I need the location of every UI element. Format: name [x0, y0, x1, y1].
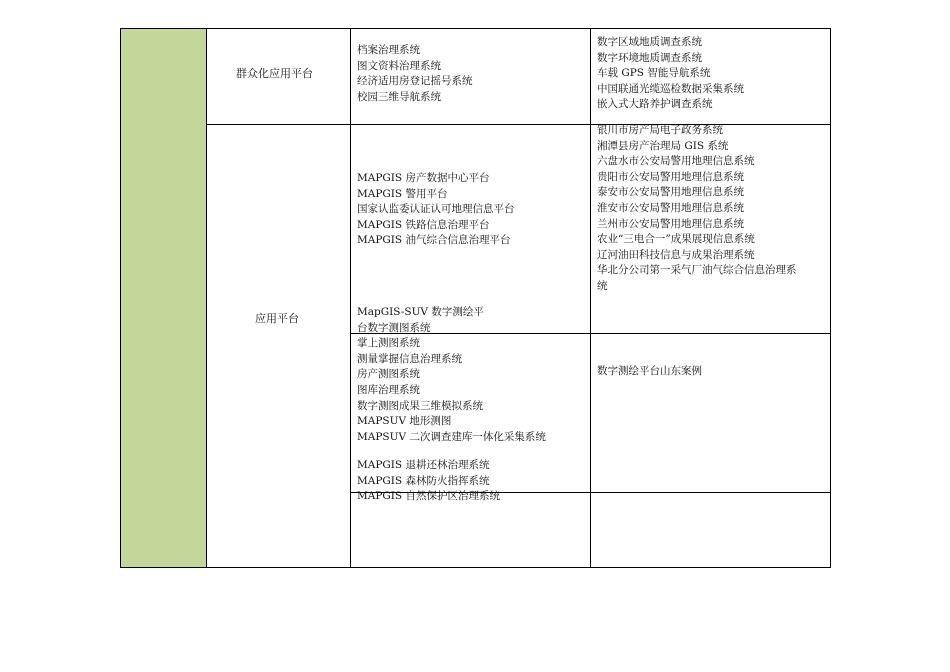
list-item: 兰州市公安局警用地理信息系统	[597, 217, 744, 230]
row1-category: 群众化应用平台	[236, 67, 313, 80]
row2-category: 应用平台	[255, 312, 299, 325]
list-item: 淮安市公安局警用地理信息系统	[597, 201, 744, 214]
list-item: 数字测绘平台山东案例	[597, 365, 702, 377]
list-item: MAPSUV 二次调查建库一体化采集系统	[357, 430, 546, 443]
list-item: MAPGIS 房产数据中心平台	[357, 172, 490, 184]
row2-product-list-b	[357, 305, 546, 445]
list-item: 华北分公司第一采气厂油气综合信息治理系	[597, 264, 797, 277]
row1-case-list	[597, 35, 744, 113]
list-item: 车载 GPS 智能导航系统	[597, 67, 711, 80]
list-item: MAPSUV 地形测图	[357, 415, 452, 428]
list-item: MAPGIS 铁路信息治理平台	[357, 218, 490, 231]
table-top-border	[121, 28, 831, 29]
list-item: 档案治理系统	[357, 44, 420, 56]
list-item: 统	[597, 279, 608, 292]
table-left-border	[120, 28, 121, 568]
list-item: 数字区域地质调查系统	[597, 36, 702, 48]
list-item: MAPGIS 警用平台	[357, 187, 448, 200]
list-item: 掌上测图系统	[357, 337, 420, 350]
list-item: 泰安市公安局警用地理信息系统	[597, 186, 744, 199]
list-item: 图库治理系统	[357, 383, 420, 396]
list-item: 嵌入式大路养护调查系统	[597, 98, 713, 111]
col-divider-1	[206, 28, 207, 568]
list-item: 数字环境地质调查系统	[597, 51, 702, 64]
row1-product-list	[357, 43, 473, 105]
list-item: 中国联通光缆巡检数据采集系统	[597, 82, 744, 95]
list-item: MapGIS-SUV 数字测绘平	[357, 306, 484, 318]
list-item: 六盘水市公安局警用地理信息系统	[597, 155, 755, 168]
list-item: 辽河油田科技信息与成果治理系统	[597, 248, 755, 261]
table-right-border	[830, 28, 831, 568]
list-item: 台数字测图系统	[357, 321, 431, 334]
list-item: 农业“三电合一”成果展现信息系统	[597, 233, 755, 246]
row2-product-list-c	[357, 458, 500, 505]
list-item: MAPGIS 森林防火指挥系统	[357, 474, 490, 487]
list-item: 校园三维导航系统	[357, 90, 441, 103]
row2-case-list-a	[597, 123, 797, 295]
table-bottom-border	[121, 567, 831, 568]
list-item: 测量掌握信息治理系统	[357, 352, 462, 365]
row2-case-list-b	[597, 364, 702, 380]
list-item: 数字测图成果三维模拟系统	[357, 399, 483, 412]
list-item: MAPGIS 自然保护区治理系统	[357, 490, 500, 503]
list-item: 图文资料治理系统	[357, 59, 441, 72]
list-item: 房产测图系统	[357, 368, 420, 381]
col-divider-2	[350, 28, 351, 568]
list-item: MAPGIS 油气综合信息治理平台	[357, 234, 511, 247]
list-item: 湘潭县房产治理局 GIS 系统	[597, 139, 729, 152]
col-divider-3	[590, 28, 591, 568]
list-item: 贵阳市公安局警用地理信息系统	[597, 170, 744, 183]
list-item: 经济适用房登记摇号系统	[357, 75, 473, 88]
category-color-band	[121, 29, 207, 567]
list-item: MAPGIS 退耕还林治理系统	[357, 459, 490, 471]
list-item: 国家认监委认证认可地理信息平台	[357, 203, 515, 216]
row2-product-list-a	[357, 171, 515, 249]
list-item: 银川市房产局电子政务系统	[597, 124, 723, 136]
